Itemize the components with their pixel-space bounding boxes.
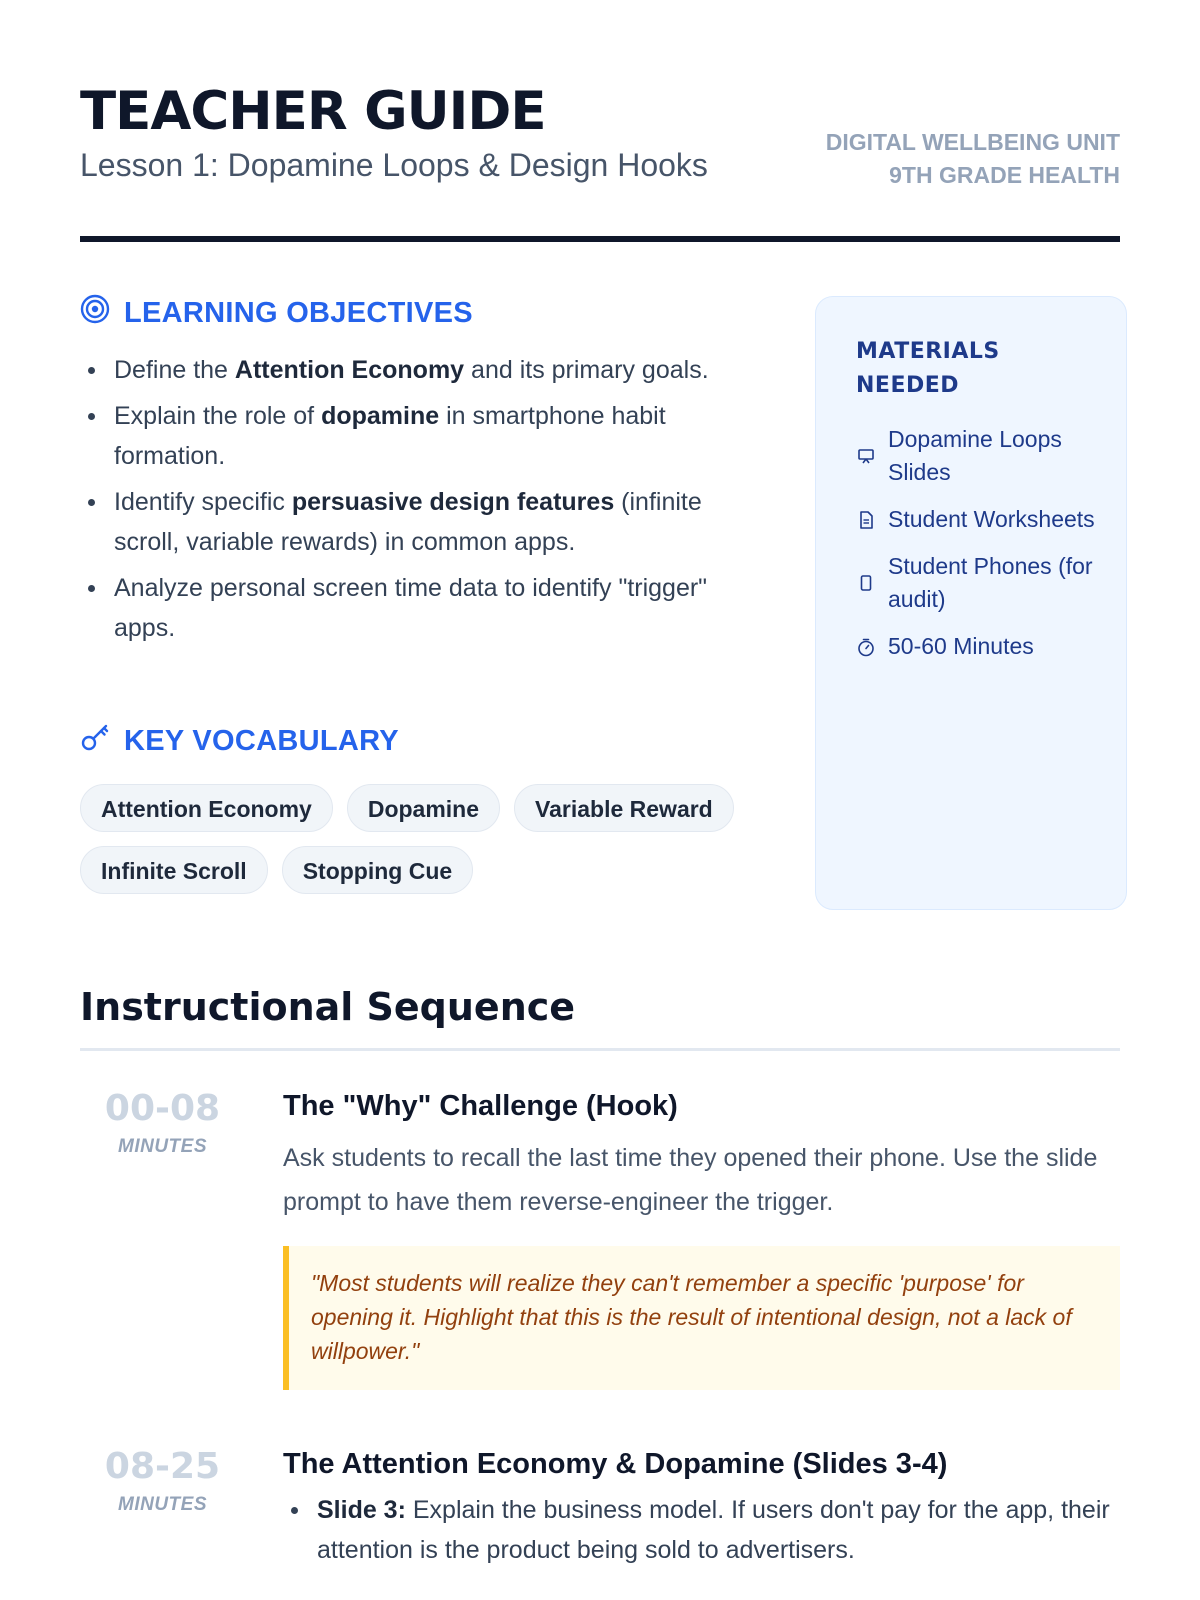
vocabulary-chip: Attention Economy [80, 784, 333, 832]
objectives-heading-label: LEARNING OBJECTIVES [124, 296, 473, 329]
vocabulary-chip: Infinite Scroll [80, 846, 268, 894]
presentation-icon [856, 446, 876, 466]
material-label: Student Phones (for audit) [888, 553, 1093, 612]
unit-name: DIGITAL WELLBEING UNIT [825, 129, 1120, 155]
sequence-title: Instructional Sequence [80, 985, 576, 1029]
page-header [80, 82, 1120, 242]
objective-item: Explain the role of dopamine in smartphone habit formation. [80, 396, 760, 476]
learning-objectives-section [80, 294, 760, 654]
material-label: Student Worksheets [888, 506, 1095, 532]
vocabulary-heading-label: KEY VOCABULARY [124, 724, 399, 757]
lesson-subtitle: Lesson 1: Dopamine Loops & Design Hooks [80, 147, 708, 183]
time-unit: MINUTES [118, 1136, 207, 1157]
unit-meta [826, 126, 1120, 192]
step-time [80, 1088, 245, 1158]
material-label: Dopamine Loops Slides [888, 426, 1062, 485]
vocabulary-chip: Dopamine [347, 784, 500, 832]
vocabulary-chip: Variable Reward [514, 784, 734, 832]
materials-panel [815, 296, 1127, 910]
vocabulary-heading [80, 722, 760, 760]
vocabulary-chip: Stopping Cue [282, 846, 473, 894]
phone-icon [856, 573, 876, 593]
target-icon [80, 294, 110, 332]
time-range: 00-08 [104, 1088, 221, 1129]
step-body [283, 1446, 1120, 1570]
step-bullet: Slide 3: Explain the business model. If users don't pay for the app, their attention is the product being sold to advertisers. [283, 1490, 1120, 1570]
material-item [856, 503, 1102, 536]
header-divider [80, 236, 1120, 242]
step-title: The "Why" Challenge (Hook) [283, 1090, 678, 1122]
step-time [80, 1446, 245, 1516]
grade-level: 9TH GRADE HEALTH [889, 162, 1120, 188]
step-description: Ask students to recall the last time they opened their phone. Use the slide prompt to have them reverse-engineer the trigger. [283, 1144, 1098, 1216]
objective-item: Identify specific persuasive design features (infinite scroll, variable rewards) in common apps. [80, 482, 760, 562]
objectives-list [80, 350, 760, 648]
step-title: The Attention Economy & Dopamine (Slides 3-4) [283, 1448, 948, 1480]
vocabulary-chips [80, 784, 760, 894]
objective-item: Analyze personal screen time data to identify "trigger" apps. [80, 568, 760, 648]
step-bullets [283, 1490, 1120, 1570]
objective-item: Define the Attention Economy and its primary goals. [80, 350, 760, 390]
key-icon [80, 722, 110, 760]
material-label: 50-60 Minutes [888, 633, 1034, 659]
materials-title: MATERIALS NEEDED [856, 339, 1000, 398]
material-item [856, 550, 1102, 616]
materials-list [856, 423, 1102, 663]
document-icon [856, 510, 876, 530]
teacher-note: "Most students will realize they can't remember a specific 'purpose' for opening it. Highlight that this is the result of intentional design, not a lack of willpower." [283, 1246, 1120, 1390]
material-item [856, 423, 1102, 489]
material-item [856, 630, 1102, 663]
sequence-divider [80, 1048, 1120, 1051]
page-title: TEACHER GUIDE [80, 81, 546, 142]
step-body [283, 1088, 1120, 1390]
time-unit: MINUTES [118, 1494, 207, 1515]
timer-icon [856, 637, 876, 657]
objectives-heading [80, 294, 760, 332]
time-range: 08-25 [104, 1446, 221, 1487]
key-vocabulary-section [80, 722, 760, 894]
